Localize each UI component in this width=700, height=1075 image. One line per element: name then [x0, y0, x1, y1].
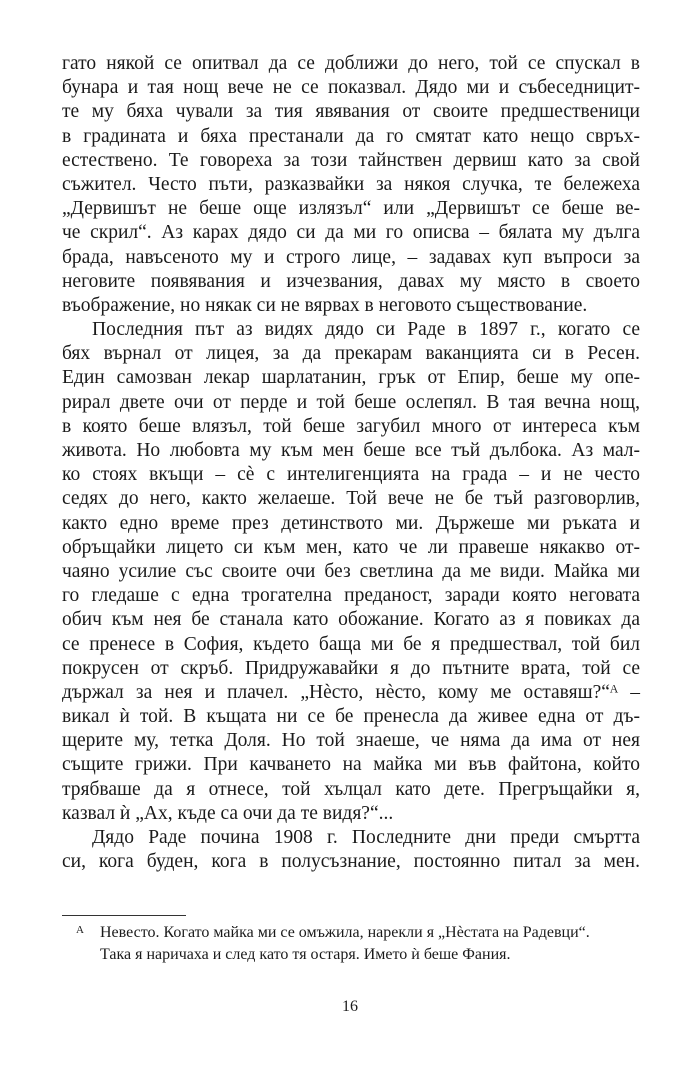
text-line: обръщайки лицето си към мен, като че ли правеше някакво от-	[62, 536, 640, 558]
text-line: неговите появявания и изчезвания, давах му място в своето	[62, 270, 640, 292]
body-text	[62, 52, 640, 874]
text-line: чаяно усилие със своите очи без светлина да ме види. Майка ми	[62, 560, 640, 582]
footnote-line: Така я наричаха и след като тя остаря. Името ѝ беше Фания.	[100, 946, 511, 963]
text-line: живота. Но любовта му към мен беше все тъй дълбока. Аз мал-	[62, 440, 640, 461]
text-line: се пренесе в София, където баща ми бе я предшествал, той бил	[62, 633, 640, 655]
paragraph-start-line: Дядо Раде почина 1908 г. Последните дни преди смъртта	[92, 827, 640, 848]
footnote-divider	[62, 915, 186, 916]
text-line: съжител. Често пъти, разказвайки за някоя случка, те бележеха	[62, 173, 640, 195]
text-line: трябваше да я отнесе, той хълцал като дете. Прегръщайки я,	[62, 778, 640, 800]
text-line: естествено. Те говореха за този тайнствен дервиш като за свой	[62, 149, 640, 171]
text-line: бунара и тая нощ вече не се показвал. Дядо ми и събеседницит-	[62, 77, 640, 99]
text-line: същите грижи. При качването на майка ми във файтона, който	[62, 754, 640, 776]
text-line: Един самозван лекар шарлатанин, грък от Епир, беше му опе-	[62, 367, 640, 389]
text-line: както едно време през детинството ми. Държеше ми ръката и	[62, 512, 640, 534]
footnote-marker: A	[76, 924, 84, 936]
paragraph-start-line: Последния път аз видях дядо си Раде в 1897 г., когато се	[92, 319, 640, 341]
text-line: брада, навъсеното му и строго лице, – задавах куп въпроси за	[62, 246, 640, 268]
text-line: че скрил“. Аз карах дядо си да ми го описва – бялата му дълга	[62, 222, 640, 244]
text-line: покрусен от скръб. Придружавайки я до пътните врата, той се	[62, 657, 640, 679]
text-line: в която беше влязъл, той беше загубил много от интереса към	[62, 415, 640, 437]
text-line: „Дервишът не беше още излязъл“ или „Дервишът се беше ве-	[62, 198, 640, 220]
text-line: гато някой се опитвал да се доближи до него, той се спускал в	[62, 53, 640, 74]
text-line: викал ѝ той. В къщата ни се бе пренесла да живее една от дъ-	[62, 706, 640, 728]
text-line: обич към нея бе станала като обожание. Когато аз я повиках да	[62, 609, 640, 631]
text-line: рирал двете очи от перде и той беше ослепял. В тая вечна нощ,	[62, 391, 640, 413]
text-line: казвал ѝ „Ах, къде са очи да те видя?“...	[62, 802, 394, 824]
text-line: го гледаше с една трогателна преданост, заради която неговата	[62, 585, 640, 607]
text-line: в градината и бяха престанали да го смятат като нещо свръх-	[62, 125, 640, 147]
text-line: седях до него, както желаеше. Той вече не бе тъй разговорлив,	[62, 488, 640, 510]
page-number: 16	[342, 998, 358, 1015]
text-line: въображение, но някак си не вярвах в неговото съществование.	[62, 294, 588, 316]
text-line: държал за нея и плачел. „Нѐсто, нѐсто, кому ме оставяш?“ᴬ –	[62, 681, 640, 703]
footnote-line: Невесто. Когато майка ми се омъжила, нарекли я „Нѐстата на Радевци“.	[100, 924, 590, 941]
text-line: ко стоях вкъщи – сѐ с интелигенцията на града – и не често	[62, 464, 640, 486]
footnote	[62, 922, 640, 966]
text-line: си, кога буден, кога в полусъзнание, постоянно питал за мен.	[62, 851, 640, 873]
text-line: те му бяха чували за тия явявания от своите предшественици	[62, 101, 640, 123]
text-line: бях върнал от лицея, за да прекарам ваканцията си в Ресен.	[62, 343, 640, 365]
text-line: щерите му, тетка Доля. Но той знаеше, че няма да има от нея	[62, 730, 640, 752]
